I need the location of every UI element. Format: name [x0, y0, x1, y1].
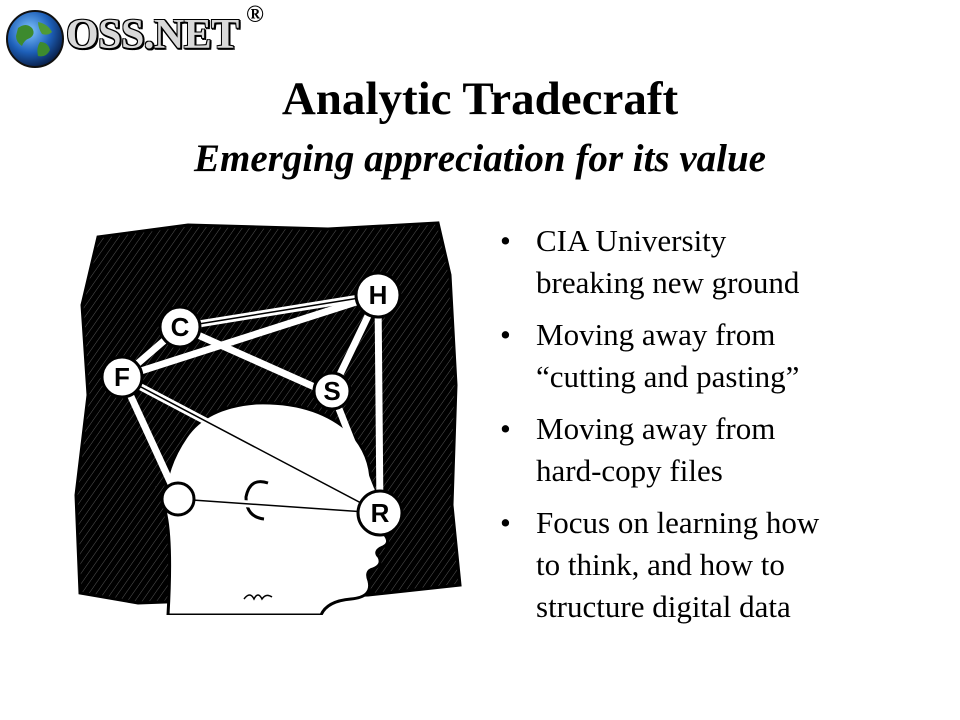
bullet-line: CIA University	[536, 223, 727, 258]
bullet-line: to think, and how to	[536, 547, 785, 582]
registered-mark: ®	[246, 2, 264, 28]
bullet-list	[496, 220, 936, 638]
bullet-line: Moving away from	[536, 317, 776, 352]
node-back	[162, 483, 194, 515]
globe-icon	[4, 8, 66, 70]
node-c	[160, 307, 200, 347]
bullet-item	[496, 314, 936, 398]
node-s	[314, 373, 350, 409]
bullet-line: Moving away from	[536, 411, 776, 446]
bullet-dot: •	[500, 317, 511, 352]
logo-wordmark: OSS.NET	[66, 12, 239, 58]
bullet-line: “cutting and pasting”	[536, 359, 800, 394]
node-h	[356, 273, 400, 317]
slide-subtitle: Emerging appreciation for its value	[193, 137, 766, 180]
bullet-dot: •	[500, 223, 511, 258]
node-h-label: H	[368, 280, 388, 310]
bullet-line: breaking new ground	[536, 265, 800, 300]
bullet-line: Focus on learning how	[536, 505, 820, 540]
node-r-label: R	[370, 498, 390, 528]
node-s-label: S	[323, 376, 341, 406]
bullet-item	[496, 502, 936, 628]
node-f	[102, 357, 142, 397]
oss-net-logo	[4, 4, 284, 66]
head-diagram-illustration	[68, 215, 464, 615]
node-r	[358, 491, 402, 535]
node-c-label: C	[170, 312, 190, 342]
bullet-item	[496, 408, 936, 492]
bullet-line: hard-copy files	[536, 453, 723, 488]
bullet-item	[496, 220, 936, 304]
node-f-label: F	[114, 362, 130, 392]
bullet-dot: •	[500, 505, 511, 540]
slide-title: Analytic Tradecraft	[281, 73, 679, 125]
bullet-line: structure digital data	[536, 589, 791, 624]
bullet-dot: •	[500, 411, 511, 446]
